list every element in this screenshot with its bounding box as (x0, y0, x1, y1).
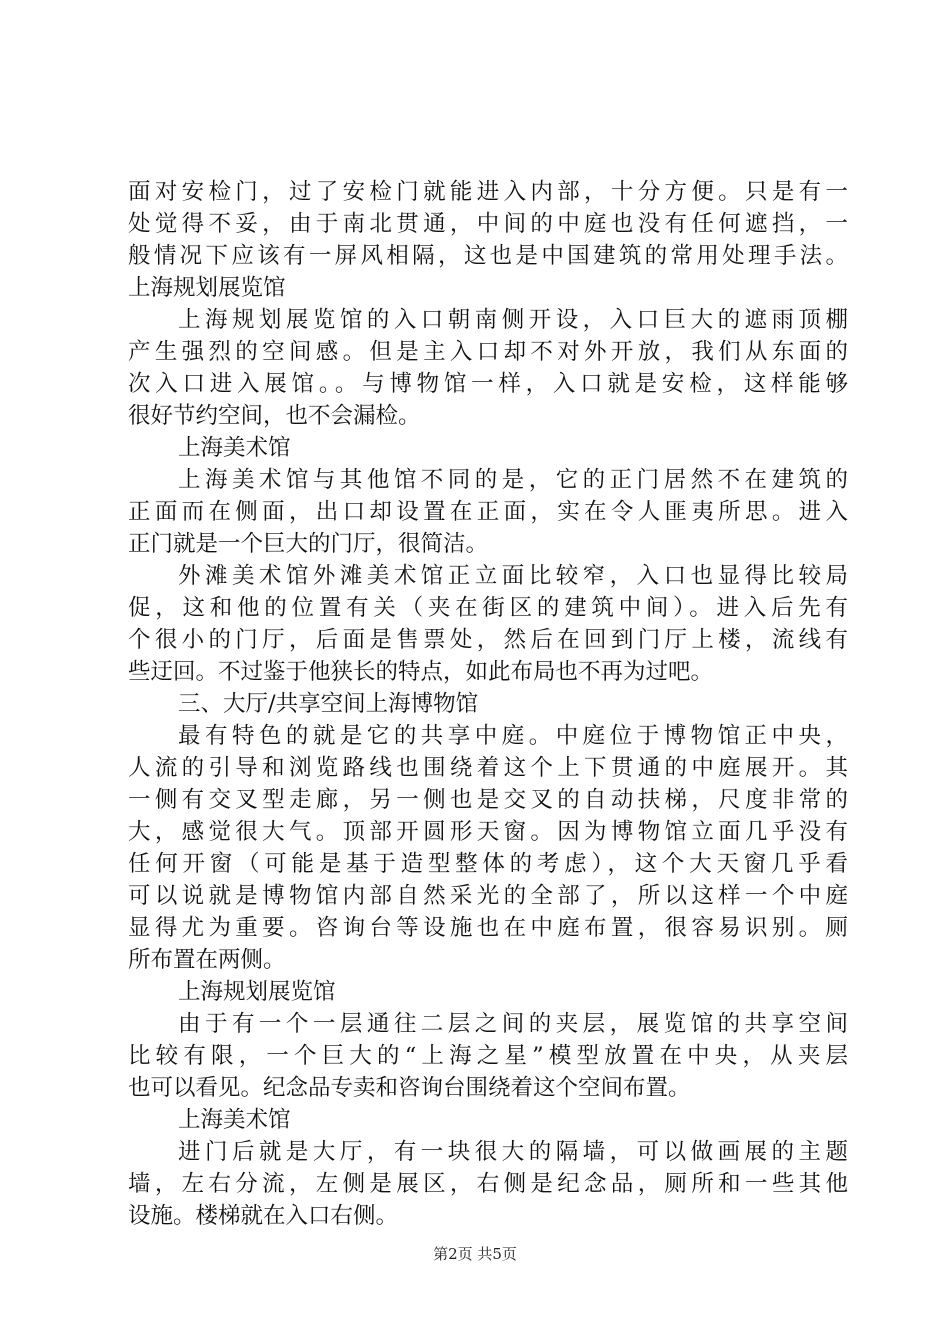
text-line: 处觉得不妥，由于南北贯通，中间的中庭也没有任何遮挡，一 (128, 211, 848, 237)
text-line: 所布置在两侧。 (128, 947, 286, 973)
text-line: 上海规划展览馆 (128, 275, 286, 301)
text-line: 人流的引导和浏览路线也围绕着这个上下贯通的中庭展开。其 (128, 755, 848, 781)
text-line: 正门就是一个巨大的门厅，很简洁。 (128, 531, 489, 557)
text-line: 外滩美术馆外滩美术馆正立面比较窄，入口也显得比较局 (178, 563, 848, 589)
text-line: 很好节约空间，也不会漏检。 (128, 403, 421, 429)
text-line: 进门后就是大厅，有一块很大的隔墙，可以做画展的主题 (178, 1139, 848, 1165)
text-line: 上海美术馆 (178, 435, 291, 461)
text-line: 次入口进入展馆。。与博物馆一样，入口就是安检，这样能够 (128, 371, 848, 397)
text-line: 任何开窗（可能是基于造型整体的考虑），这个大天窗几乎看 (128, 851, 848, 877)
text-line: 上海规划展览馆 (178, 979, 336, 1005)
text-line: 些迂回。不过鉴于他狭长的特点，如此布局也不再为过吧。 (128, 659, 714, 685)
text-line: 般情况下应该有一屏风相隔，这也是中国建筑的常用处理手法。 (128, 243, 848, 269)
text-line: 产生强烈的空间感。但是主入口却不对外开放，我们从东面的 (128, 339, 848, 365)
text-line: 一侧有交叉型走廊，另一侧也是交叉的自动扶梯，尺度非常的 (128, 787, 848, 813)
text-line: 上海美术馆与其他馆不同的是，它的正门居然不在建筑的 (178, 467, 848, 493)
text-line: 设施。楼梯就在入口右侧。 (128, 1203, 399, 1229)
text-line: 面对安检门，过了安检门就能进入内部，十分方便。只是有一 (128, 179, 848, 205)
text-line: 最有特色的就是它的共享中庭。中庭位于博物馆正中央， (178, 723, 848, 749)
text-line: 也可以看见。纪念品专卖和咨询台围绕着这个空间布置。 (128, 1075, 691, 1101)
text-line: 可以说就是博物馆内部自然采光的全部了，所以这样一个中庭 (128, 883, 848, 909)
text-line: 三、大厅/共享空间上海博物馆 (178, 691, 479, 717)
page-footer: 第2页 共5页 (433, 1245, 517, 1263)
text-line: 比较有限，一个巨大的“上海之星”模型放置在中央，从夹层 (128, 1043, 848, 1069)
text-line: 显得尤为重要。咨询台等设施也在中庭布置，很容易识别。厕 (128, 915, 848, 941)
text-line: 正面而在侧面，出口却设置在正面，实在令人匪夷所思。进入 (128, 499, 848, 525)
text-line: 由于有一个一层通往二层之间的夹层，展览馆的共享空间 (178, 1011, 848, 1037)
text-line: 上海规划展览馆的入口朝南侧开设，入口巨大的遮雨顶棚 (178, 307, 848, 333)
text-line: 促，这和他的位置有关（夹在街区的建筑中间）。进入后先有 (128, 595, 848, 621)
text-line: 上海美术馆 (178, 1107, 291, 1133)
document-body (128, 176, 848, 1232)
text-line: 个很小的门厅，后面是售票处，然后在回到门厅上楼，流线有 (128, 627, 848, 653)
text-line: 墙，左右分流，左侧是展区，右侧是纪念品，厕所和一些其他 (128, 1171, 848, 1197)
text-line: 大，感觉很大气。顶部开圆形天窗。因为博物馆立面几乎没有 (128, 819, 848, 845)
